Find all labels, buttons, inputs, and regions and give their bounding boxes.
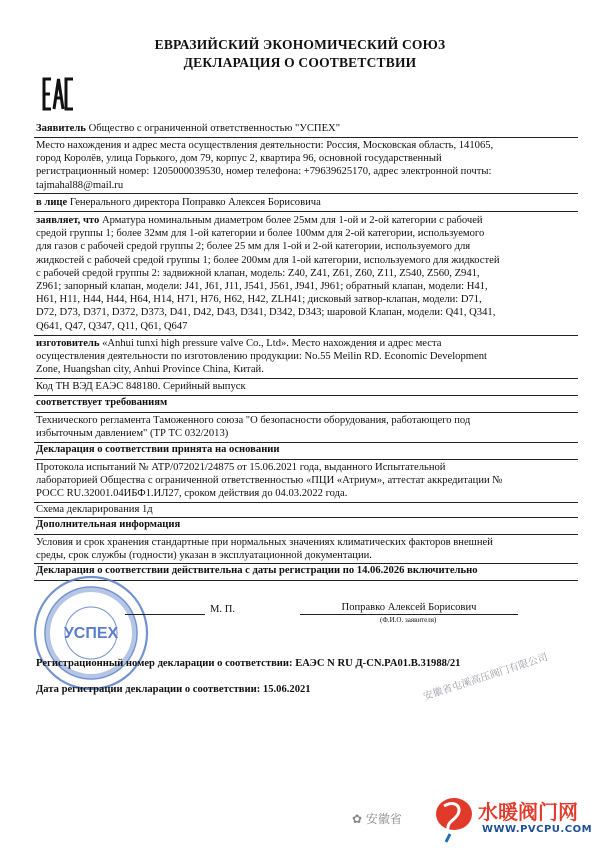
signatory-caption: (Ф.И.О. заявителя) [380,616,437,624]
divider [34,412,578,413]
divider [34,534,578,535]
address-line: город Королёв, улица Горького, дом 79, корпус 2, квартира 96, основной государственный [36,153,442,165]
applicant-label: Заявитель [36,123,86,134]
stamp-center-text: УСПЕХ [63,625,119,642]
divider [34,335,578,336]
divider [34,517,578,518]
address-line: регистрационный номер: 1205000039530, номер телефона: +79639625170, адрес электронной почты: [36,166,492,178]
company-watermark: 安徽省屯溪高压阀门有限公司 [422,652,550,703]
basis-line: РОСС RU.32001.04ИБФ1.ИЛ27, сроком действия до 04.03.2022 года. [36,488,348,500]
declares-line: Q641, Q47, Q347, Q11, Q61, Q647 [36,320,188,332]
requirements-block [36,414,576,440]
basis-line: Протокола испытаний № ATP/072021/24875 от 15.06.2021 года, выданного Испытательной [36,462,446,473]
applicant-address [36,139,576,192]
requirements-line: Технического регламента Таможенного союза "О безопасности оборудования, работающего под [36,415,471,426]
additional-line: среды, срок службы (годности) указан в эксплуатационной документации. [36,550,372,562]
declares-line: для газов с рабочей средой группы 2; более 25 мм для 1-ой и 2-ой категории, используемого для [36,241,471,253]
basis-heading: Декларация о соответствии принята на основании [36,444,280,455]
divider [34,378,578,379]
signatory-name: Поправко Алексей Борисович [341,602,477,613]
divider [34,395,578,396]
representative-line [36,196,576,209]
declaration-title: ДЕКЛАРАЦИЯ О СООТВЕТСТВИИ [183,55,417,70]
divider [34,459,578,460]
manufacturer-line: Zone, Huangshan city, Anhui Province China, Китай. [36,364,264,376]
declares-block [36,214,576,333]
manufacturer-line: осуществления деятельности по изготовлению продукции: No.55 Meilin RD. Economic Development [36,351,487,363]
declaration-scheme: Схема декларирования 1д [36,504,153,515]
applicant-value: Общество с ограниченной ответственностью "УСПЕХ" [88,123,341,134]
additional-block [36,536,576,562]
registration-date-value: 15.06.2021 [262,684,311,695]
manufacturer-label: изготовитель [36,338,100,349]
requirements-line: избыточным давлением" (ТР ТС 032/2013) [36,428,229,440]
basis-block [36,461,576,501]
divider [34,442,578,443]
tn-ved-code: Код ТН ВЭД ЕАЭС 848180. Серийный выпуск [36,381,246,392]
declares-line: D72, D73, D371, D372, D373, D41, D42, D43, D341, D342, D343; шаровой Клапан, модели: Q41, Q341, [36,307,496,319]
manufacturer-block [36,337,576,377]
divider [34,137,578,138]
mp-label: М. П. [210,604,236,615]
address-line: Место нахождения и адрес места осуществления деятельности: Россия, Московская область, 141065, [36,140,494,151]
declares-label: заявляет, что [36,215,100,226]
basis-line: лабораторией Общества с ограниченной ответственностью «ПЦИ «Атриум», аттестат аккредитации № [36,475,503,487]
brand-logo [430,790,600,848]
wechat-icon: ✿ [352,812,363,826]
registration-date [36,684,311,695]
representative-label: в лице [36,197,68,208]
additional-heading: Дополнительная информация [36,519,181,530]
company-stamp-icon [30,572,152,694]
declares-line: средой группы 1; более 32мм для 1-ой категории и более 100мм для 2-ой категории, используемого [36,228,485,240]
signature-line [125,614,205,615]
declares-line: жидкостей с рабочей средой группы 1; более 200мм для 1-ой категории, используемого для жидкостей [36,254,500,266]
eac-logo-icon [42,76,74,112]
wechat-watermark [352,810,402,827]
additional-line: Условия и срок хранения стандартные при нормальных значениях климатических факторов внешней [36,537,493,548]
address-line: tajmahal88@mail.ru [36,179,124,191]
declares-line: с рабочей средой группы 2: задвижной клапан, модель: Z40, Z41, Z61, Z60, Z11, Z540, Z560, Z941, [36,267,480,279]
divider [34,563,578,564]
declares-line: H61, H11, H44, H44, H64, H14, H71, H76, H62, H42, ZLH41; дисковый затвор-клапан, модели: D71, [36,294,482,306]
representative-value: Генерального директора Поправко Алексея Борисовича [69,197,321,208]
declares-line: Z961; запорный клапан, модели: J41, J61, J11, J541, J561, J941, J961; обратный клапан, модели: H41, [36,281,488,293]
validity-text: Декларация о соответствии действительна с даты регистрации по 14.06.2026 включительно [36,565,478,576]
declares-line: Арматура номинальным диаметром более 25мм для 1-ой и 2-ой категории с рабочей [101,215,483,226]
brand-url: WWW.PVCPU.COM [482,824,593,835]
registration-number [36,658,460,669]
brand-name: 水暖阀门网 [478,800,578,824]
union-title: ЕВРАЗИЙСКИЙ ЭКОНОМИЧЕСКИЙ СОЮЗ [154,37,446,52]
manufacturer-line: «Anhui tunxi high pressure valve Co., Ltd». Место нахождения и адрес места [102,338,442,349]
applicant-line [36,122,576,135]
registration-date-label: Дата регистрации декларации о соответствии: [36,684,261,695]
registration-number-label: Регистрационный номер декларации о соответствии: [36,658,293,669]
wechat-text: 安徽省 [365,812,402,826]
divider [34,211,578,212]
divider [34,193,578,194]
requirements-heading: соответствует требованиям [36,397,168,408]
brand-logo-icon [432,794,476,844]
registration-number-value: ЕАЭС N RU Д-CN.PA01.B.31988/21 [295,658,461,669]
